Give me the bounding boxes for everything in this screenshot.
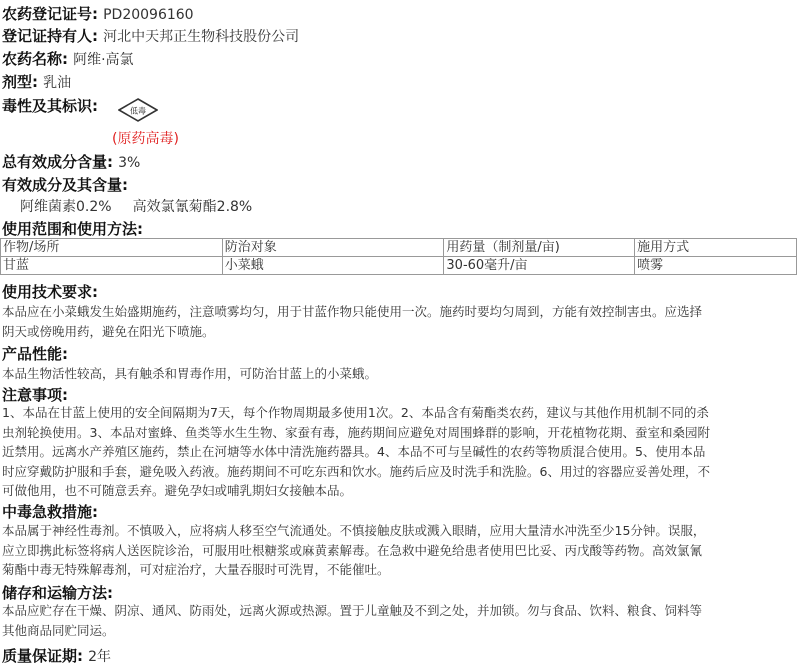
usage-table (0, 238, 797, 275)
paragraph-line: 其他商品同贮同运。 (2, 622, 115, 638)
ingredient-item: 高效氯氰菊酯2.8% (132, 199, 253, 215)
tech-paragraph (2, 302, 791, 341)
paragraph-line: 1、本品在甘蓝上使用的安全间隔期为7天，每个作物周期最多使用1次。2、本品含有菊酯类农药，建议与其他作用机制不同的杀 (2, 405, 709, 420)
paragraph-line: 时应穿戴防护服和手套，避免吸入药液。施药期间不可吃东西和饮水。施药后应及时洗手和洗脸。6、用过的容器应妥善处理，不 (2, 463, 710, 479)
formulation-row (2, 71, 71, 92)
performance-label: 产品性能: (2, 345, 68, 363)
usage-header-cell: 用药量（制剂量/亩) (444, 239, 635, 257)
low-toxicity-diamond-icon (118, 98, 158, 122)
paragraph-line: 菊酯中毒无特殊解毒剂，可对症治疗，大量吞服时可洗胃，不能催吐。 (2, 562, 390, 577)
total-content-label: 总有效成分含量: (2, 153, 113, 171)
formulation-value: 乳油 (43, 75, 72, 91)
toxicity-note: (原药高毒) (112, 131, 179, 147)
usage-heading-row (2, 218, 143, 239)
holder-label: 登记证持有人: (2, 27, 98, 45)
holder-row (2, 25, 299, 46)
shelf-life-value: 2年 (88, 649, 112, 665)
firstaid-paragraph (2, 521, 791, 580)
firstaid-heading-row (2, 501, 98, 522)
ingredient-item: 阿维菌素0.2% (20, 199, 112, 215)
paragraph-line: 本品应在小菜蛾发生始盛期施药，注意喷雾均匀，用于甘蓝作物只能使用一次。施药时要均匀周到，方能有效控制害虫。应选择 (2, 304, 703, 319)
firstaid-label: 中毒急救措施: (2, 503, 98, 521)
holder-value: 河北中天邦正生物科技股份公司 (103, 29, 300, 45)
table-row (1, 257, 797, 275)
usage-cell-method: 喷雾 (635, 257, 797, 275)
notes-heading-row (2, 384, 68, 405)
usage-header-cell: 作物/场所 (1, 239, 223, 257)
shelf-life-row (2, 645, 111, 666)
reg-no-row (2, 3, 194, 24)
usage-table-header (1, 239, 797, 257)
paragraph-line: 可做他用，也不可随意丢弃。避免孕妇或哺乳期妇女接触本品。 (2, 483, 353, 498)
storage-paragraph (2, 601, 791, 640)
tech-label: 使用技术要求: (2, 283, 98, 301)
tech-heading-row (2, 281, 98, 302)
storage-label: 储存和运输方法: (2, 584, 113, 602)
notes-label: 注意事项: (2, 386, 68, 404)
performance-heading-row (2, 343, 68, 364)
usage-label: 使用范围和使用方法: (2, 220, 143, 238)
paragraph-line: 本品生物活性较高，具有触杀和胃毒作用，可防治甘蓝上的小菜蛾。 (2, 366, 378, 381)
pesticide-name-value: 阿维·高氯 (73, 52, 134, 68)
paragraph-line: 虫剂轮换使用。3、本品对蜜蜂、鱼类等水生生物、家蚕有毒，施药期间应避免对周围蜂群的影响，开花植物花期、蚕室和桑园附 (2, 424, 710, 440)
notes-paragraph (2, 403, 791, 501)
usage-cell-dosage: 30-60毫升/亩 (444, 257, 635, 275)
toxicity-row (2, 95, 98, 116)
paragraph-line: 近禁用。远离水产养殖区施药，禁止在河塘等水体中清洗施药器具。4、本品不可与呈碱性的农药等物质混合使用。5、使用本品 (2, 444, 706, 459)
usage-cell-crop: 甘蓝 (1, 257, 223, 275)
paragraph-line: 本品属于神经性毒剂。不慎吸入，应将病人移至空气流通处。不慎接触皮肤或溅入眼睛，应用大量清水冲洗至少15分钟。误服， (2, 523, 706, 538)
total-content-value: 3% (118, 155, 141, 171)
toxicity-badge-text: 低毒 (130, 106, 146, 116)
toxicity-note-row (112, 128, 179, 148)
toxicity-label: 毒性及其标识: (2, 97, 98, 115)
performance-paragraph (2, 364, 791, 384)
ingredients-heading-row (2, 174, 128, 195)
usage-header-cell: 防治对象 (222, 239, 444, 257)
reg-no-value: PD20096160 (103, 7, 194, 23)
reg-no-label: 农药登记证号: (2, 5, 98, 23)
paragraph-line: 阴天或傍晚用药，避免在阳光下喷施。 (2, 323, 215, 339)
usage-cell-target: 小菜蛾 (222, 257, 444, 275)
pesticide-name-row (2, 48, 134, 69)
ingredients-list (20, 196, 252, 216)
shelf-life-label: 质量保证期: (2, 647, 83, 665)
total-content-row (2, 151, 140, 172)
ingredients-label: 有效成分及其含量: (2, 176, 128, 194)
pesticide-name-label: 农药名称: (2, 50, 68, 68)
formulation-label: 剂型: (2, 73, 38, 91)
paragraph-line: 本品应贮存在干燥、阴凉、通风、防雨处，远离火源或热源。置于儿童触及不到之处，并加锁。勿与食品、饮料、粮食、饲料等 (2, 603, 703, 618)
storage-heading-row (2, 582, 113, 603)
usage-header-cell: 施用方式 (635, 239, 797, 257)
paragraph-line: 应立即携此标签将病人送医院诊治，可服用吐根糖浆或麻黄素解毒。在急救中避免给患者使用巴比妥、丙戊酸等药物。高效氯氰 (2, 542, 703, 558)
